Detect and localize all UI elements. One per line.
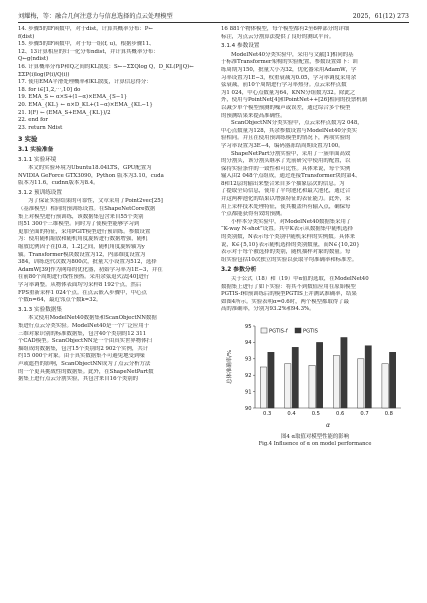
x-tick-label: 0.6 [336,410,345,417]
algo-line: 17. 使用EMA平滑处理概率和KL散度，计算信息得分： [18,79,152,86]
y-tick-label: 90 [244,405,252,412]
paragraph-params-scanobject [221,120,409,150]
figure-caption-en: Fig.4 Influence of α on model performance [258,440,372,447]
text-line: 轴。Transformer模块数设置为12，内部维度设置为 [18,251,146,258]
text-line: 为1 024，中心点数量为64，KNN分组数为32。除此之 [221,89,356,96]
text-line: 用上采样技术处理特征，使其覆盖所有输入点，确保每 [221,203,351,210]
text-line: 描组成的数据集，包含15个类别的2 902个实例，共计 [18,345,149,352]
legend-label: PGTIS [303,328,318,335]
legend-swatch [295,328,301,333]
text-line: 声或遮挡的影响，ScanObjectNN成为了点云分析方法 [18,360,151,367]
bar-pgtis-f [260,367,266,408]
text-line: 中心点数量为128，其余参数设置与ModelNet40分类实 [221,127,357,134]
text-line: 本文的实验环境为Ubuntu18.04LTS，GPU配置为 [28,165,152,172]
figure-4 [221,318,409,448]
text-line: ScanObjectNN分类实验中，点云采样点数为2 048， [231,120,363,127]
paragraph-pretraining [18,198,206,304]
text-line: 更加全面的特征，采用PGIT模型进行预训练。参数设置 [18,228,151,235]
text-line: 在前80个周期进行线性预热。采用余弦退火法[40]进行 [18,274,150,281]
algo-line: ΣΣP(i)log(P(i)/Q(i)) [18,71,70,78]
text-line: 个CAD模型。ScanObjectNN是一个由真实世界物体扫 [18,338,152,345]
text-line: 表示对于每个被选择的类别，随机抽样对象的数量。每 [221,249,351,256]
text-line: 约15 000个对象。由于真实数据集不可避免地受到噪 [18,353,145,360]
text-line: 16 881个物体模型，每个模型都有2至6种部分的详细 [221,26,350,32]
text-line: 输入由2 048个点组成，通过连接Transformer块的第4、 [221,173,361,180]
paragraph-dataset-continued [221,26,409,41]
subsubsection-heading-environment: 3.1.1 实验环境 [18,156,57,163]
y-axis-label: 总体准确率/% [227,350,233,384]
x-tick-label: 0.7 [360,410,369,417]
text-line: 于标准Transformer架构的实验配置，参数设置如下：训 [221,59,358,66]
bar-pgtis [292,347,298,408]
text-line: 的预测结果来提高准确性。 [221,112,286,119]
algo-line: 18. for i∈[1,2,⋯,10] do [18,86,81,93]
y-tick-label: 91 [244,389,252,396]
text-line: 为：使用随机缩放和随机角度旋转进行数据增强，随机 [18,236,148,243]
text-line: 组实验包括10次独立的实验以获取平均准确率和标准差。 [221,256,358,263]
text-line: 高的准确率，分别为93.2%和94.3%。 [221,306,315,313]
text-line: 练周期为150，批量大小为32，优化器采用AdamW，学 [221,66,357,73]
algo-line: 15. 步骤5的IF函数中，对于每一组(f, u)，根据步骤11、 [18,41,155,48]
subsubsection-heading-pretraining: 3.1.2 预训练设置 [18,189,62,196]
paragraph-param-analysis [221,276,409,314]
text-line: 学习率调整。从物体表面均匀采样8 192个点，然后 [18,282,142,288]
x-tick-label: 0.3 [263,410,272,417]
text-line: AdamW[39]作为网络的优化器，初始学习率为1E−3，并在 [18,266,163,273]
text-line: 的分割头，该分割头继承了先前研究中使用的配置，以 [221,158,351,165]
algo-line: 12、13计算相应的归一化分布ndist，并计算其概率分布： [18,48,159,55]
bar-pgtis [389,352,395,408]
paragraph-datasets [18,315,206,383]
paragraph-params-fewshot [221,219,409,265]
y-tick-label: 93 [244,356,252,363]
text-line: 保持实验条件的一致性和可比性。具体来说，每个实例 [221,165,351,172]
text-line: 数据集上进行了如下实验：将其不到数值应用在原始模型 [221,283,356,290]
algo-line: 16. 计算概率分布P和Q之间的KL散度：S←−ΣΣQlog Q，D_KL(P||Q)← [18,63,194,70]
text-line: 关于公式（18）和（19）中α值的选取，在ModelNet40 [231,276,369,282]
text-line: 8和12层的输出来整合来自多个抽象层次的信息。为 [221,180,345,187]
y-tick-label: 95 [244,323,252,330]
algorithm-steps [18,26,206,132]
subsection-heading-param-analysis: 3.2 参数分析 [221,267,257,274]
header-date-page: 2025，61(12) 273 [352,13,409,20]
text-line: 个数n=64，最近邻点个数k=32。 [18,297,102,304]
legend-label: PGTIS-f [269,328,288,335]
text-line: 说，K∈{5,10}表示随机选择的类别数量，而N∈{10,20} [221,241,360,248]
alpha-bar-chart [221,318,409,430]
subsubsection-heading-datasets: 3.1.3 实验数据集 [18,306,62,313]
text-line: NVIDIA GeForce GTX3090，Python 版本为3.10，cuda [18,172,164,179]
text-line: 学习率设置为3E−4，编码器冻结周期设置为100。 [221,142,344,149]
x-tick-label: 0.8 [384,410,393,417]
text-line: 版本为11.6，cudnn版本为8.4。 [18,180,99,187]
paragraph-params-modelnet [221,52,409,120]
text-line: 标注，为点云分割算法提供了良好的测试平台。 [221,33,335,40]
text-line: PGTIS-f和预训练后的模型PGTIS上并测试准确率，结果 [221,291,357,298]
text-line: ModelNet40分类实验中，采用与文献[1]相同的基 [231,51,354,58]
text-line: 并这两种池化的结果以增强特征的表征能力。此外，采 [221,196,351,203]
bar-pgtis [316,342,322,408]
text-line: 以减少单个模型预测的噪声或误差，通过综合多个模型 [221,104,351,111]
text-line: 外，使用与PointNet[4]和PointNet++[26]相同的投票机制 [221,97,367,104]
text-line: （基准模型）相同的预训练设置。在ShapeNetCore数据 [18,206,156,213]
algo-line: 22. end for [18,117,48,124]
text-line: “K-way N-shot”设置。其中K表示从数据集中随机选择 [221,226,354,233]
text-line: 弦衰减，前10个周期进行学习率热身。点云采样点数 [221,82,347,89]
section-heading-experiment: 3 实验 [18,135,38,144]
algo-line: 20. EMA_{KL} ← α×D_KL+(1−α)×EMA_{KL−1} [18,101,153,108]
y-tick-label: 92 [244,372,252,379]
text-line: 个点都能获得有效的预测。 [221,211,286,218]
subsubsection-heading-params: 3.1.4 参数设置 [221,43,260,50]
bar-pgtis [268,352,274,408]
algo-line: 23. return Ndist [18,124,63,131]
text-line: 了提取全局信息，使用了平均池化和最大池化，通过合 [221,188,351,195]
bar-pgtis-f [333,355,339,407]
algo-line: 19. EMA_S ← α×S+(1−α)×EMA_{S−1} [18,94,128,101]
text-line: ShapeNetPart分割实验中，采用了一簇单面高效 [231,150,351,157]
text-line: 的一个更具挑战性的数据集。此外，在ShapeNetPart数 [18,368,154,375]
subsection-heading-preparation: 3.1 实验准备 [18,146,54,153]
text-line: 如图4所示。实验表明α=0.6时，两个模型都取得了最 [221,298,349,305]
paragraph-environment [18,165,206,188]
text-line: 验相同。并且在使用预训练模型的情况下，两项实验的 [221,135,351,142]
algo-line: 21. I(F) ← (EMA_S+EMA_{KL})/2 [18,109,111,116]
text-line: 的51 300个三维模型。同时为了使模型能够学习到 [18,221,140,228]
bar-pgtis [365,346,371,408]
bar-pgtis-f [358,359,364,408]
text-line: 据集上进行点云分割实验，其包含来自16个类别的 [18,376,139,383]
figure-caption-cn: 图4 α取值对模型性能的影响 [280,433,350,440]
text-line: FPS重新采样1 024个点。在点云嵌入步骤中，中心点 [18,289,147,296]
running-header [18,6,409,23]
x-tick-label: 0.4 [287,410,296,417]
algo-line: Q←g(ndist) [18,56,49,63]
text-line: 缩放比例因子在[0.8，1.2]之间，随机角度旋转轴为y [18,244,145,251]
left-column [18,26,206,384]
text-line: 习率设置为1E−3，权重衰减为0.05，学习率调度采用余 [221,74,357,81]
text-line: 本文使用ModelNet40数据集和ScanObjectNN数据 [28,315,157,322]
legend-swatch [261,328,267,333]
y-tick-label: 94 [244,340,252,347]
text-line: 384，训练迭代次数为800次，批量大小设置为512，选择 [18,259,157,266]
header-authors-title: 刘耀梅，等：融合几何注意力与信息选择的点云处理模型 [18,13,173,20]
text-line: 为了保证实验结果的可靠性，文章采用了Point2vec[25] [28,198,163,205]
right-column [221,26,409,448]
text-line: 集上对模型进行预训练，该数据集包含来自55个类别 [18,213,144,220]
bar-pgtis [341,337,347,408]
x-axis-label: α [326,421,330,429]
paragraph-params-shapenet [221,151,409,219]
text-line: 三维对象识别的标准数据集，包含40个类别的12 311 [18,330,147,337]
algo-line: 14. 步骤5的IF函数中，对于dist，计算其概率分布：P← [18,26,153,32]
text-line: 的类别数，N表示每个类别中随机采样的实例数。具体来 [221,234,356,241]
text-line: 小样本分类实验中，对ModelNet40数据集采用了 [231,218,352,225]
bar-pgtis-f [309,365,315,408]
bar-pgtis-f [285,364,291,408]
text-line: 集进行点云分类实验。ModelNet40是一个广泛应用于 [18,322,150,329]
algo-line: f(dist) [18,33,35,40]
bar-pgtis-f [382,364,388,408]
x-tick-label: 0.5 [311,410,320,417]
